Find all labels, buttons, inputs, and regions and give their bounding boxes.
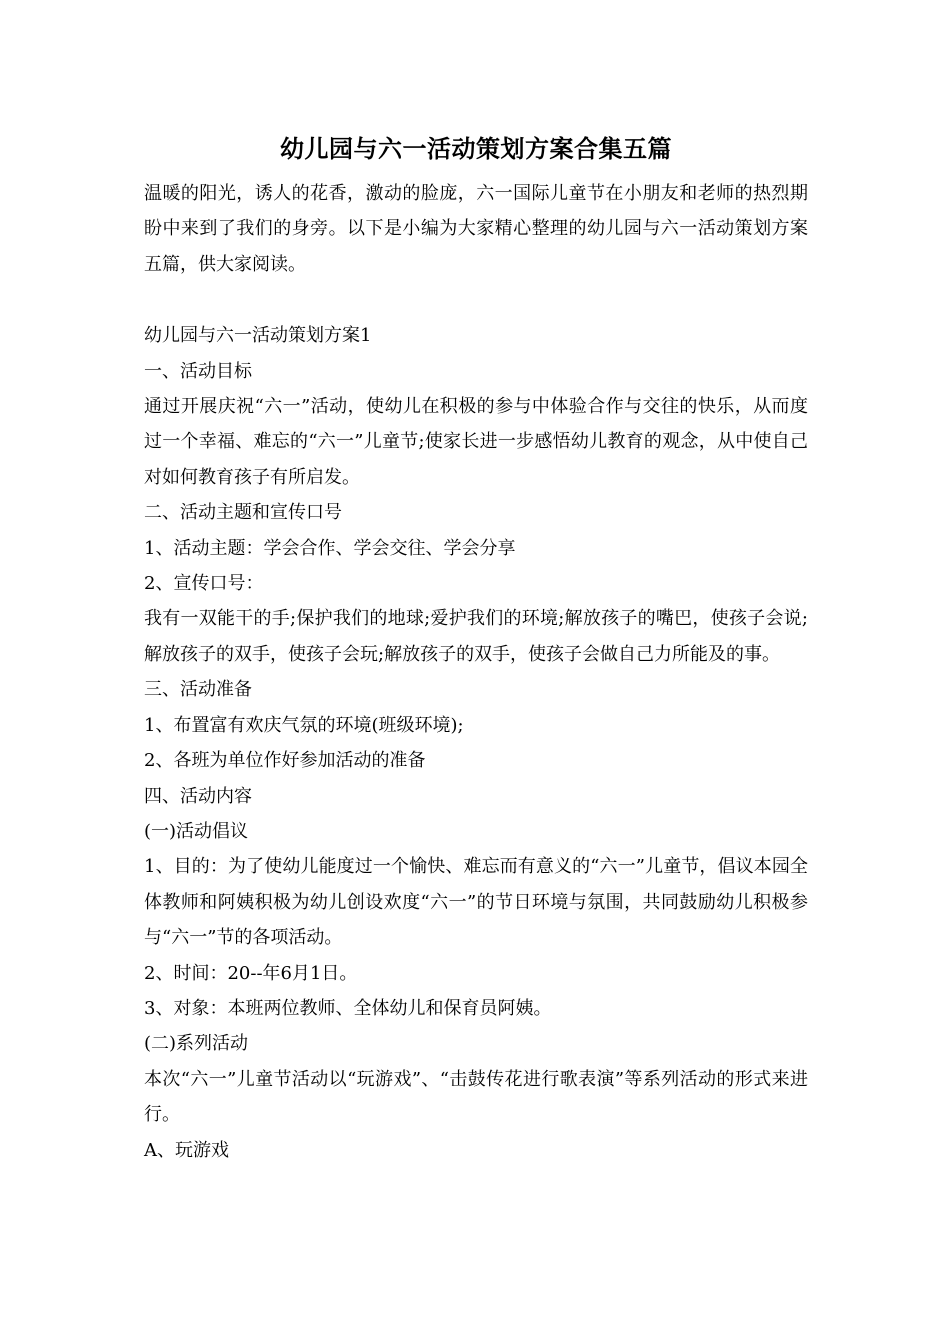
intro-paragraph: 温暖的阳光，诱人的花香，激动的脸庞，六一国际儿童节在小朋友和老师的热烈期盼中来到了我们的身旁。以下是小编为大家精心整理的幼儿园与六一活动策划方案五篇，供大家阅读。 (144, 183, 808, 275)
list-item: 2、各班为单位作好参加活动的准备 (144, 750, 426, 772)
list-item: A、玩游戏 (144, 1139, 229, 1161)
body-paragraph: 通过开展庆祝“六一”活动，使幼儿在积极的参与中体验合作与交往的快乐，从而度过一个幸福、难忘的“六一”儿童节;使家长进一步感悟幼儿教育的观念，从中使自己对如何教育孩子有所启发。 (144, 396, 808, 488)
paragraph-gap (144, 282, 808, 318)
body-paragraph: 我有一双能干的手;保护我们的地球;爱护我们的环境;解放孩子的嘴巴，使孩子会说;解放孩子的双手，使孩子会玩;解放孩子的双手，使孩子会做自己力所能及的事。 (144, 608, 808, 665)
body-paragraph: 本次“六一”儿童节活动以“玩游戏”、“击鼓传花进行歌表演”等系列活动的形式来进行。 (144, 1068, 808, 1126)
document-title: 幼儿园与六一活动策划方案合集五篇 (280, 134, 672, 163)
document-page (144, 128, 808, 1168)
list-item: 2、宣传口号： (144, 573, 264, 595)
list-item: 1、布置富有欢庆气氛的环境(班级环境); (144, 714, 464, 736)
list-item: 3、对象：本班两位教师、全体幼儿和保育员阿姨。 (144, 997, 552, 1019)
subsection-heading: (一)活动倡议 (144, 820, 249, 842)
subsection-heading: 三、活动准备 (144, 679, 252, 701)
subsection-heading: (二)系列活动 (144, 1033, 249, 1055)
subsection-heading: 一、活动目标 (144, 360, 252, 382)
section-heading: 幼儿园与六一活动策划方案1 (144, 325, 372, 347)
list-item: 1、活动主题：学会合作、学会交往、学会分享 (144, 537, 516, 559)
list-item: 2、时间：20--年6月1日。 (144, 962, 358, 984)
subsection-heading: 二、活动主题和宣传口号 (144, 502, 342, 524)
body-paragraph: 1、目的：为了使幼儿能度过一个愉快、难忘而有意义的“六一”儿童节，倡议本园全体教师和阿姨积极为幼儿创设欢度“六一”的节日环境与氛围，共同鼓励幼儿积极参与“六一”节的各项活动。 (144, 856, 808, 949)
subsection-heading: 四、活动内容 (144, 785, 252, 807)
